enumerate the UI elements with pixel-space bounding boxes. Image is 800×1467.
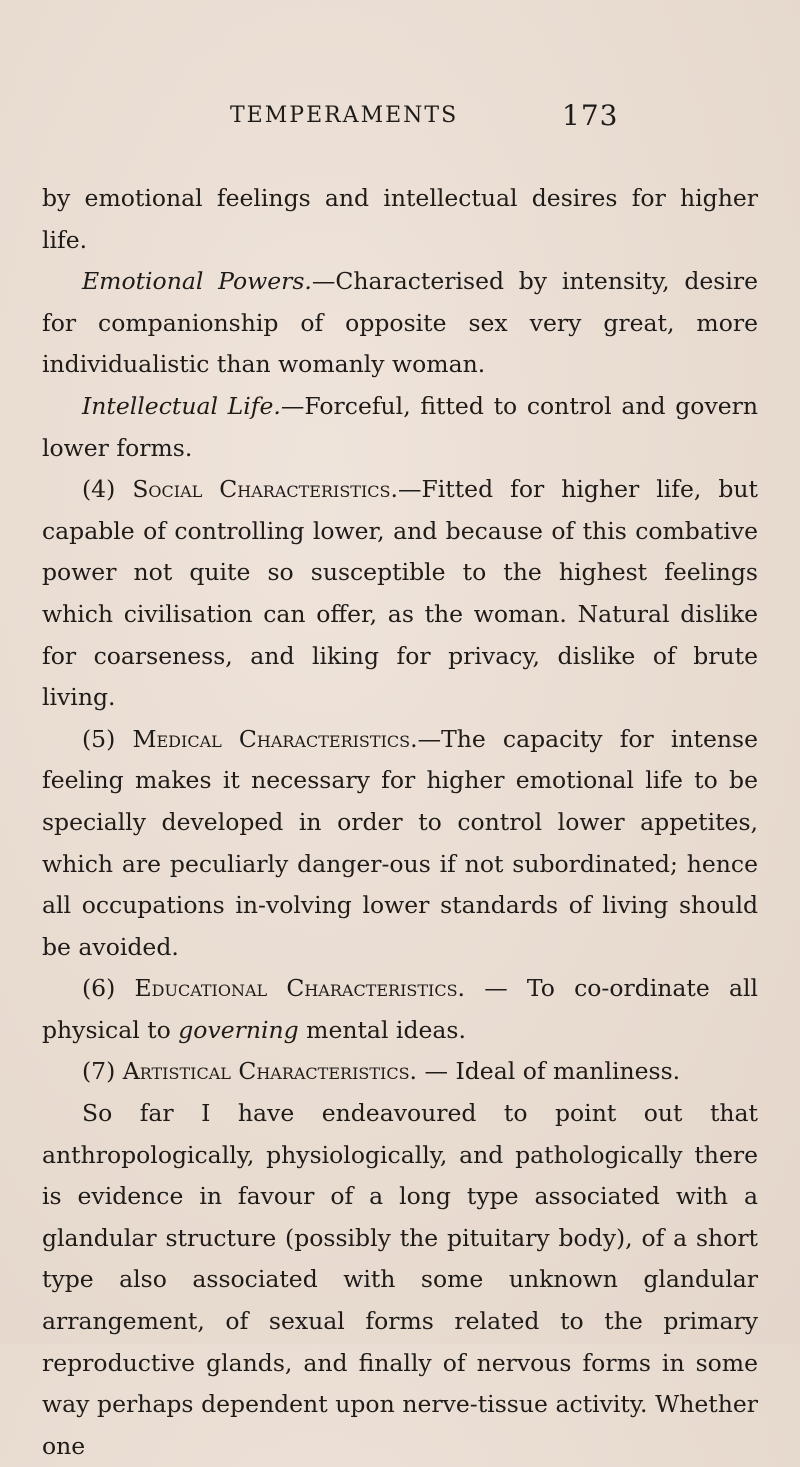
paragraph-emotional-powers	[42, 261, 758, 386]
paragraph-lead: Emotional Powers.	[82, 267, 312, 296]
paragraph-text: —Forceful, fitted to control and govern lower forms.	[42, 391, 758, 462]
running-head	[0, 98, 800, 138]
paragraph-text: mental ideas.	[298, 1015, 466, 1044]
paragraph-text: — Ideal of manliness.	[417, 1057, 681, 1086]
paragraph-number: (6)	[82, 974, 135, 1003]
paragraph-continuation	[42, 178, 758, 261]
paragraph-social-characteristics	[42, 469, 758, 719]
paragraph-lead: Intellectual Life.	[82, 391, 281, 420]
page-number: 173	[562, 99, 619, 132]
paragraph-text: —Characterised by intensity, desire for companionship of opposite sex very great, more individualistic than womanly woman.	[42, 267, 758, 379]
paragraph-educational-characteristics	[42, 968, 758, 1051]
paragraph-text: — To co-ordinate all physical to	[42, 974, 759, 1044]
paragraph-number: (4)	[82, 475, 133, 504]
paragraph-artistical-characteristics	[42, 1051, 758, 1093]
paragraph-lead: Educational Characteristics.	[134, 974, 466, 1003]
paragraph-intellectual-life	[42, 386, 758, 469]
body-text	[42, 178, 758, 1467]
running-head-title: TEMPERAMENTS	[230, 103, 459, 128]
paragraph-medical-characteristics	[42, 719, 758, 969]
paragraph-lead: Social Characteristics.	[132, 475, 398, 504]
paragraph-number: (5)	[82, 724, 133, 753]
paragraph-summary	[42, 1093, 758, 1467]
paragraph-text: by emotional feelings and intellectual desires for higher life.	[42, 184, 758, 254]
paragraph-text: —Fitted for higher life, but capable of controlling lower, and because of this combative power not quite so susceptible to the highest feelings which civilisation can offer, as the woman. Natural dislike for coarseness, and liking for privacy, dislike of brute living.	[42, 475, 758, 712]
paragraph-number: (7)	[82, 1057, 123, 1086]
paragraph-text: So far I have endeavoured to point out that anthropologically, physiologically, and pathologically there is evidence in favour of a long type associated with a glandular structure (possibly the pituitary body), of a short type also associated with some unknown glandular arrangement, of sexual forms related to the primary reproductive glands, and finally of nervous forms in some way perhaps dependent upon nerve-tissue activity. Whether one	[42, 1099, 758, 1460]
paragraph-text: —The capacity for intense feeling makes it necessary for higher emotional life to be specially developed in order to control lower appetites, which are peculiarly danger-ous if not subordinated; hence all occupations in-volving lower standards of living should be avoided.	[42, 724, 759, 961]
paragraph-emphasis: governing	[178, 1015, 299, 1044]
paragraph-lead: Artistical Characteristics.	[122, 1057, 418, 1086]
paragraph-lead: Medical Characteristics.	[132, 724, 418, 753]
